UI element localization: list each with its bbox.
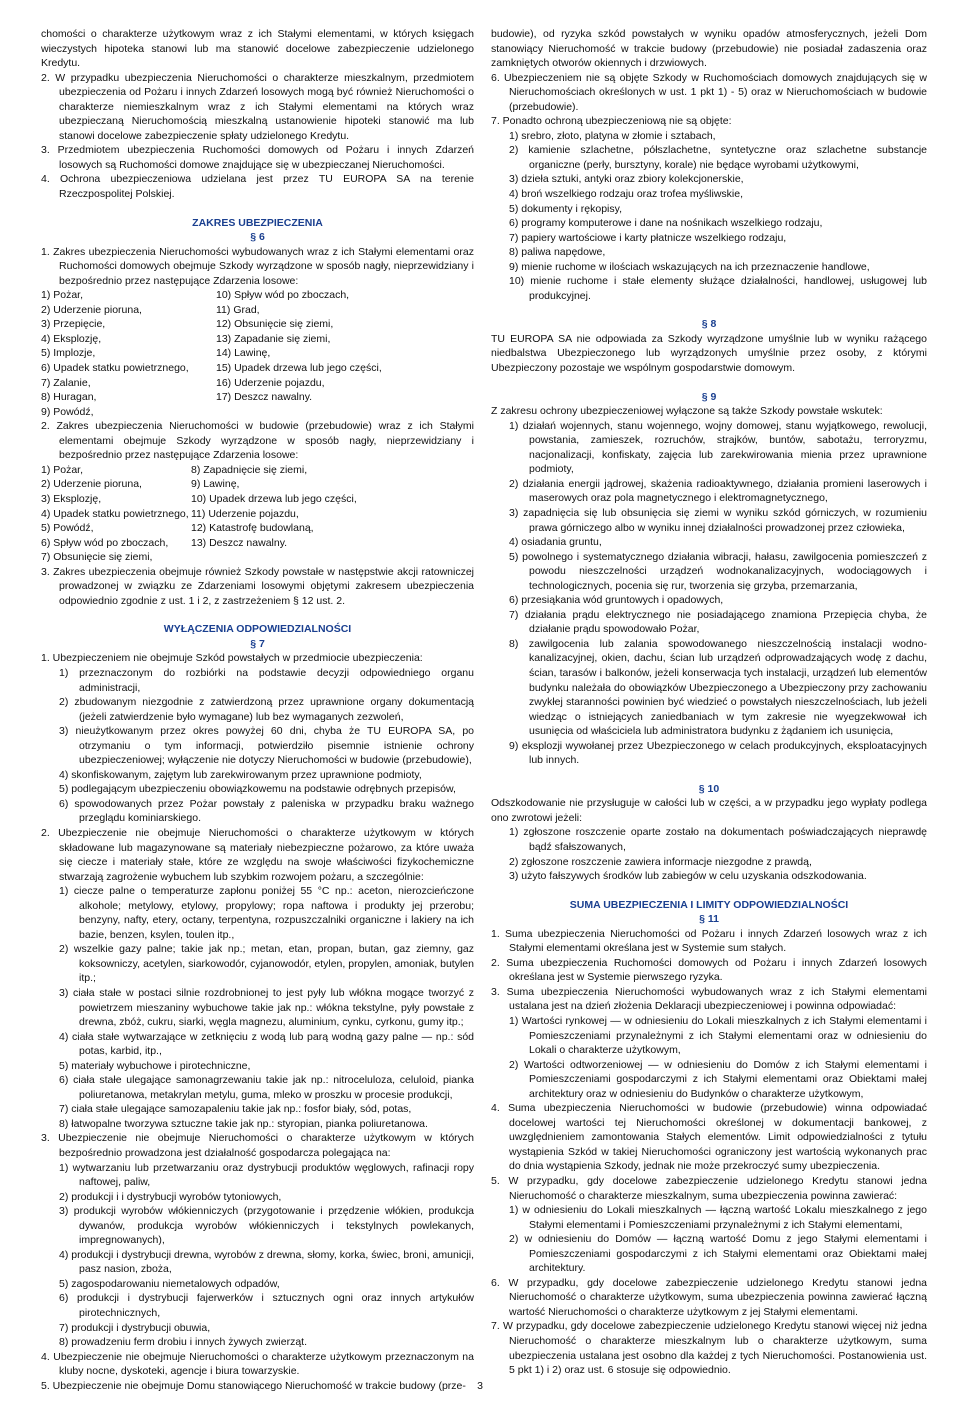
list-item: 1) Pożar, 8) Zapadnięcie się ziemi, xyxy=(41,463,308,476)
list-item: 4) produkcji i dystrybucji drewna, wyrobów z drewna, słomy, korka, świec, broni, amunicji, pasz nasion, zboża, xyxy=(59,1248,474,1276)
list-item: 3) Przepięcie, 12) Obsunięcie się ziemi, xyxy=(41,318,334,331)
list-item: 9) mienie ruchome w ilościach wskazujących na ich przeznaczenie handlowe, xyxy=(509,260,870,273)
paragraph-2: 2. W przypadku ubezpieczenia Nieruchomości o charakterze mieszkalnym, przedmiotem ubezpieczenia od Pożaru i innych Zdarzeń losowych mogą być również Nieruchomości o charakterze niemieszkalnym wraz z ich Stałymi elementami na których wraz ubezpieczaną Nieruchomością mieszkalną ustanowienie hipoteki stanowić ma lub stanowi docelowe zabezpieczenie spłaty udzielonego Kredytu. xyxy=(41,71,474,142)
paragraph: 7. Ponadto ochroną ubezpieczeniową nie są objęte: xyxy=(491,115,732,128)
paragraph: 1. Suma ubezpieczenia Nieruchomości od Pożaru i innych Zdarzeń losowych wraz z ich Stałymi elementami określana jest w Systemie sum stałych. xyxy=(491,927,927,955)
section-number: § 11 xyxy=(699,913,719,926)
list-item: 6) przesiąkania wód gruntowych i opadowych, xyxy=(509,594,724,607)
paragraph-4: 4. Ochrona ubezpieczeniowa udzielana jest przez TU EUROPA SA na terenie Rzeczpospolitej Polskiej. xyxy=(41,173,474,201)
list-item: 4) osiadania gruntu, xyxy=(509,536,602,549)
paragraph: 4. Suma ubezpieczenia Nieruchomości w budowie (przebudowie) winna odpowiadać docelowej wartości tej Nieruchomości określonej w dokumentacji bankowej, z uwzględnieniem zamontowania Stałych elementów. Limit odpowiedzialności z tytułu wystąpienia Szkód w takiej Nieruchomości ograniczony jest wartością wykonanych prac do dnia wystąpienia Szkody, jednak nie może przekroczyć sumy ubezpieczenia. xyxy=(491,1102,927,1173)
paragraph: TU EUROPA SA nie odpowiada za Szkody wyrządzone umyślnie lub w wyniku rażącego niedbalstwa Ubezpieczonego lub wyrządzonych umyślnie przez osoby, z którymi Ubezpieczony pozostaje we wspólnym gospodarstwie domowym. xyxy=(491,332,927,375)
list-item: 9) Powódź, xyxy=(41,405,94,418)
list-item: 4) Eksplozję, 13) Zapadanie się ziemi, xyxy=(41,332,331,345)
list-item: 7) papiery wartościowe i karty płatnicze wszelkiego rodzaju, xyxy=(509,231,787,244)
paragraph: 4. Ubezpieczenie nie obejmuje Nieruchomości o charakterze użytkowym przeznaczonym na kluby nocne, dyskoteki, agencje i biura towarzyskie. xyxy=(41,1350,474,1378)
list-item: 6) spowodowanych przez Pożar powstały z paleniska w przypadku braku ważnego przeglądu kominiarskiego. xyxy=(59,797,474,825)
list-item: 5) Implozje, 14) Lawinę, xyxy=(41,347,271,360)
list-item: 5) podlegającym ubezpieczeniu obowiązkowemu na podstawie odrębnych przepisów, xyxy=(59,783,456,796)
paragraph: 1. Ubezpieczeniem nie obejmuje Szkód powstałych w przedmiocie ubezpieczenia: xyxy=(41,652,423,665)
list-item: 5) Powódź, 12) Katastrofę budowlaną, xyxy=(41,522,314,535)
list-item: 1) srebro, złoto, platyna w złomie i sztabach, xyxy=(509,129,716,142)
list-item: 2) kamienie szlachetne, półszlachetne, syntetyczne oraz szlachetne substancje organiczne (perły, bursztyny, korale) nie będące wyrobami użytkowymi, xyxy=(509,144,927,171)
list-item: 7) ciała stałe ulegające samozapaleniu takie jak np.: fosfor biały, sód, potas, xyxy=(59,1103,412,1116)
list-item: 2) Uderzenie pioruna, 9) Lawinę, xyxy=(41,478,240,491)
paragraph: 3. Zakres ubezpieczenia obejmuje również Szkody powstałe w następstwie akcji ratowniczej prowadzonej w związku ze Zdarzeniami losowymi objętymi zakresem ubezpieczenia odpowiednio zgodnie z ust. 1 i 2, z zastrzeżeniem § 12 ust. 2. xyxy=(41,565,474,607)
list-item: 9) eksplozji wywołanej przez Ubezpieczonego w celach produkcyjnych, eksploatacyjnych lub innych. xyxy=(509,739,927,767)
list-item: 3) dzieła sztuki, antyki oraz zbiory kolekcjonerskie, xyxy=(509,173,744,186)
paragraph: Z zakresu ochrony ubezpieczeniowej wyłączone są także Szkody powstałe wskutek: xyxy=(491,405,883,418)
section-title: SUMA UBEZPIECZENIA I LIMITY ODPOWIEDZIALNOŚCI xyxy=(569,898,849,911)
list-item: 2) zgłoszone roszczenie zawiera informacje niezgodne z prawdą, xyxy=(509,855,812,868)
list-item: 7) działania prądu elektrycznego nie posiadającego znamiona Przepięcia chyba, że działanie prądu spowodowało Pożar, xyxy=(509,608,927,636)
paragraph: 2. Suma ubezpieczenia Ruchomości domowych od Pożaru i innych Zdarzeń losowych określana jest w Systemie pierwszego ryzyka. xyxy=(491,956,927,984)
list-item: 1) zgłoszone roszczenie oparte zostało na dokumentach poświadczających nieprawdę bądź sfałszowanych, xyxy=(509,826,927,853)
section-title: ZAKRES UBEZPIECZENIA xyxy=(192,216,323,229)
list-item: 7) Zalanie, 16) Uderzenie pojazdu, xyxy=(41,376,325,389)
list-item: 2) produkcji i i dystrybucji wyrobów tytoniowych, xyxy=(59,1190,282,1203)
list-item: 3) użyto fałszywych środków lub zabiegów w celu uzyskania odszkodowania. xyxy=(509,870,867,883)
list-item: 2) Uderzenie pioruna, 11) Grad, xyxy=(41,303,260,316)
list-item: 1) Wartości rynkowej — w odniesieniu do Lokali mieszkalnych z ich Stałymi elementami i Pomieszczeniami przynależnymi z ich Stałymi elementami oraz w odniesieniu do Lokali o charakterze użytkowym, xyxy=(509,1015,927,1057)
paragraph: 6. Ubezpieczeniem nie są objęte Szkody w Ruchomościach domowych znajdujących się w Nieruchomościach określonych w ust. 1 pkt 1) - 5) oraz w Nieruchomościach w budowie (przebudowie). xyxy=(491,71,927,113)
section-number: § 6 xyxy=(250,231,265,244)
list-item: 5) zagospodarowaniu niemetalowych odpadów, xyxy=(59,1277,280,1290)
list-item: 6) Spływ wód po zboczach, 13) Deszcz nawalny. xyxy=(41,536,288,549)
list-item: 7) Obsunięcie się ziemi, xyxy=(41,551,153,564)
list-item: 8) prowadzeniu ferm drobiu i innych żywych zwierząt. xyxy=(59,1336,308,1349)
paragraph-3: 3. Przedmiotem ubezpieczenia Ruchomości domowych od Pożaru i innych Zdarzeń losowych są Ruchomości domowe znajdujące się w ubezpieczanej Nieruchomości. xyxy=(41,144,474,171)
paragraph: 1. Zakres ubezpieczenia Nieruchomości wybudowanych wraz z ich Stałymi elementami oraz Ruchomości domowych obejmuje Szkody wyrządzone w sposób nagły, nieprzewidziany i bezpośrednio przez następujące Zdarzenia losowe: xyxy=(41,245,474,287)
list-item: 8) łatwopalne tworzywa sztuczne takie jak np.: styropian, pianka poliuretanowa. xyxy=(59,1117,428,1130)
list-item: 6) Upadek statku powietrznego, 15) Upadek drzewa lub jego części, xyxy=(41,362,382,375)
list-item: 2) wszelkie gazy palne; takie jak np.; metan, etan, propan, butan, gaz ziemny, gaz koksowniczy, acetylen, siarkowodór, cyjanowodór, etylen, propylen, amoniak, butylen itp.; xyxy=(59,943,474,985)
list-item: 1) wytwarzaniu lub przetwarzaniu oraz dystrybucji produktów węglowych, rafinacji ropy naftowej, paliw, xyxy=(59,1161,474,1189)
list-item: 7) produkcji i dystrybucji obuwia, xyxy=(59,1321,211,1334)
list-item: 1) ciecze palne o temperaturze zapłonu poniżej 55 °C np.: aceton, nierozcieńczone alkohole; metylowy, etylowy, propylowy; ropa naftowa i produkty jej przerobu; benzyny, nafty, etery, octany, terpentyna, rozpuszczalniki organiczne i lakiery na ich bazie, benzen, ksylen, toulen itp., xyxy=(59,885,474,941)
list-item: 6) ciała stałe ulegające samonagrzewaniu takie jak np.: nitroceluloza, celuloid, pianka poliuretanowa, metakrylan metylu, guma, mleko w proszku w procesie produkcji, xyxy=(59,1074,474,1101)
paragraph: 5. W przypadku, gdy docelowe zabezpieczenie udzielonego Kredytu stanowi jedna Nieruchomość o charakterze mieszkalnym, suma ubezpieczenia powinna zawierać: xyxy=(491,1175,927,1202)
paragraph: chomości o charakterze użytkowym wraz z ich Stałymi elementami, w których księgach wieczystych hipoteka stanowi lub ma stanowić docelowe zabezpieczenie udzielonego Kredytu. xyxy=(41,28,474,70)
paragraph: 7. W przypadku, gdy docelowe zabezpieczenie udzielonego Kredytu stanowi więcej niż jedna Nieruchomość o charakterze mieszkalnym lub o charakterze użytkowym, suma ubezpieczenia ustalana jest osobno dla każdej z tych Nieruchomości. Postanowienia ust. 5 pkt 1) i 2) oraz ust. 6 stosuje się odpowiednio. xyxy=(491,1320,927,1377)
paragraph: Odszkodowanie nie przysługuje w całości lub w części, a w przypadku jego wypłaty podlega ono zwrotowi jeżeli: xyxy=(491,797,927,824)
section-number: § 7 xyxy=(250,637,265,650)
list-item: 6) produkcji i dystrybucji fajerwerków i sztucznych ogni oraz innych artykułów pirotechnicznych, xyxy=(59,1292,474,1320)
paragraph: 2. Zakres ubezpieczenia Nieruchomości w budowie (przebudowie) wraz z ich Stałymi elementami obejmuje Szkody wyrządzone w sposób nagły, nieprzewidziany i bezpośrednio przez następujące Zdarzenia losowe: xyxy=(41,420,474,462)
list-item: 5) powolnego i systematycznego działania wibracji, hałasu, zawilgocenia pomieszczeń z powodu nieszczelności urządzeń wodnokanalizacyjnych, wodociągowych i technologicznych, pocenia się rur, tworzenia się grzyba, przemarzania, xyxy=(509,550,927,592)
list-item: 4) broń wszelkiego rodzaju oraz trofea myśliwskie, xyxy=(509,188,744,201)
section-number: § 9 xyxy=(701,390,717,403)
paragraph: 5. Ubezpieczenie nie obejmuje Domu stanowiącego Nieruchomość w trakcie budowy (prze- xyxy=(41,1379,466,1392)
paragraph: 2. Ubezpieczenie nie obejmuje Nieruchomości o charakterze użytkowym w których składowane lub magazynowane są materiały niebezpieczne pożarowo, za które uważa się ciecze i materiały stałe, które ze względu na swoje właściwości fizykochemiczne stwarzają zagrożenie wybuchem lub szybkim rozwojem pożaru, a szczególnie: xyxy=(41,826,474,883)
list-item: 5) dokumenty i rękopisy, xyxy=(509,202,623,215)
list-item: 2) zbudowanym niezgodnie z zatwierdzoną przez uprawnione organy dokumentacją (jeżeli zatwierdzenie było wymagane) lub bez wymaganych zezwoleń, xyxy=(59,696,474,723)
list-item: 6) programy komputerowe i dane na nośnikach wszelkiego rodzaju, xyxy=(509,217,823,230)
paragraph: 3. Suma ubezpieczenia Nieruchomości wybudowanych wraz z ich Stałymi elementami ustalana jest na dzień złożenia Deklaracji ubezpieczeniowej i powinna odpowiadać: xyxy=(491,985,927,1013)
list-item: 8) Huragan, 17) Deszcz nawalny. xyxy=(41,391,313,404)
event-list-1 xyxy=(41,288,474,419)
section-title: WYŁĄCZENIA ODPOWIEDZIALNOŚCI xyxy=(163,623,352,636)
list-item: 5) materiały wybuchowe i pirotechniczne, xyxy=(59,1059,251,1072)
event-list-2 xyxy=(41,463,474,565)
list-item: 4) skonfiskowanym, zajętym lub zarekwirowanym przez uprawnione podmioty, xyxy=(59,768,422,781)
list-item: 8) zawilgocenia lub zalania spowodowanego nieszczelnością instalacji wodno-kanalizacyjnej, okien, dachu, ścian lub urządzeń odprowadzających wodę z dachu, ścian, tarasów i balkonów, jeżeli konserwacja tych instalacji, urządzeń lub elementów budynku należała do obowiązków Ubezpieczonego a Ubezpieczony przy zachowaniu zwykłej staranności powinien być wiedzieć o powstałych nieszczelnościach, lub jeżeli wiedząc o istniejących zaniedbaniach w tym zakresie nie wyegzekwował ich usunięcia od właściciela lub administratora budynku z żądaniem ich usunięcia, xyxy=(509,637,927,738)
paragraph: 6. W przypadku, gdy docelowe zabezpieczenie udzielonego Kredytu stanowi jedna Nieruchomość o charakterze użytkowym, suma ubezpieczenia powinna zawierać łączną wartość Nieruchomości o charakterze użytkowym z jej Stałymi elementami. xyxy=(491,1276,927,1318)
list-item: 8) paliwa napędowe, xyxy=(509,246,606,259)
list-item: 1) Pożar, 10) Spływ wód po zboczach, xyxy=(41,289,350,302)
list-item: 3) ciała stałe w postaci silnie rozdrobnionej to jest pyły lub włókna mogące tworzyć z powietrzem mieszaniny wybuchowe takie jak np.: włókna tekstylne, pyły powstałe z drewna, zbóż, cukru, siarki, węgla magnezu, aluminium, cynku, cyrkonu, gumy itp.; xyxy=(59,987,474,1029)
list-item: 1) działań wojennych, stanu wojennego, wojny domowej, stanu wyjątkowego, rewolucji, powstania, zamieszek, rozruchów, strajków, buntów, sabotażu, terroryzmu, nacjonalizacji, konfiskaty, zajęcia lub zarekwirowania mienia przez uprawnione podmioty, xyxy=(509,419,927,476)
section-number: § 10 xyxy=(698,782,720,795)
section-number: § 8 xyxy=(701,318,717,331)
left-column xyxy=(41,27,474,1393)
list-item: 3) produkcji wyrobów włókienniczych (przygotowanie i przędzenie włókien, produkcja dywanów, produkcja wyrobów włókienniczych i tekstylnych powlekanych, impregnowanych), xyxy=(59,1205,474,1247)
paragraph: 3. Ubezpieczenie nie obejmuje Nieruchomości o charakterze użytkowym w których bezpośrednio prowadzona jest działalność gospodarcza polegająca na: xyxy=(41,1132,474,1160)
list-item: 2) Wartości odtworzeniowej — w odniesieniu do Domów z ich Stałymi elementami i Pomieszczeniami gospodarczymi z ich Stałymi elementami oraz Obiektami małej architektury oraz w odniesieniu do Budynków o charakterze użytkowym, xyxy=(509,1058,927,1100)
list-item: 3) Eksplozję, 10) Upadek drzewa lub jego części, xyxy=(41,492,357,505)
list-item: 1) przeznaczonym do rozbiórki na podstawie decyzji odpowiedniego organu administracji, xyxy=(59,666,474,694)
list-item: 2) w odniesieniu do Domów — łączną wartość Domu z jego Stałymi elementami i Pomieszczeniami gospodarczymi z ich Stałymi elementami oraz Obiektami małej architektury. xyxy=(509,1233,927,1275)
list-item: 3) nieużytkowanym przez okres powyżej 60 dni, chyba że TU EUROPA SA, po otrzymaniu o tym informacji, potwierdziło pisemnie istnienie ochrony ubezpieczeniowej; wyłączenie nie dotyczy Nieruchomości w budowie (przebudowie), xyxy=(59,725,474,767)
list-item: 4) ciała stałe wytwarzające w zetknięciu z wodą lub parą wodną gazy palne — np.: sód potas, karbid, itp., xyxy=(59,1030,474,1058)
page-number: 3 xyxy=(477,1380,483,1392)
list-item: 10) mienie ruchome i stałe elementy służące działalności, handlowej, usługowej lub produkcyjnej. xyxy=(509,275,927,302)
list-item: 4) Upadek statku powietrznego, 11) Uderzenie pojazdu, xyxy=(41,507,299,520)
list-item: 2) działania energii jądrowej, skażenia radioaktywnego, działania promieni laserowych i maserowych oraz pola magnetycznego i elektromagnetycznego, xyxy=(509,477,927,505)
right-column xyxy=(491,27,927,1378)
paragraph: budowie), od ryzyka szkód powstałych w wyniku opadów atmosferycznych, jeżeli Dom stanowiący Nieruchomość w trakcie budowy (przebudowie) nie posiadał zadaszenia oraz zamkniętych otworów okiennych i drzwiowych. xyxy=(491,28,927,70)
list-item: 3) zapadnięcia się lub obsunięcia się ziemi w wyniku szkód górniczych, w rozumieniu prawa górniczego albo w wyniku innej działalności prowadzonej przez człowieka, xyxy=(509,506,927,534)
list-item: 1) w odniesieniu do Lokali mieszkalnych — łączną wartość Lokalu mieszkalnego z jego Stałymi elementami i Pomieszczeniami przynależnymi z ich Stałymi elementami, xyxy=(509,1204,927,1231)
